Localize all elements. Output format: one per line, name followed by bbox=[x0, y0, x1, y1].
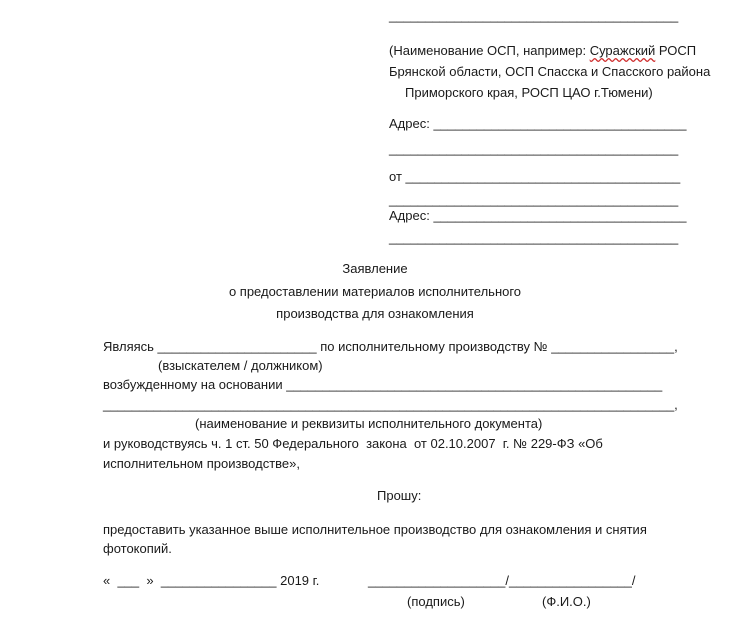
signature-label: (подпись) bbox=[407, 594, 465, 609]
request-text-line2: фотокопий. bbox=[103, 541, 172, 556]
body-line-basis: возбужденному на основании ____________________________________________________ bbox=[103, 377, 663, 392]
osp-name-line2: Брянской области, ОСП Спасска и Спасского района bbox=[389, 64, 711, 79]
body-line-law-cont: исполнительном производстве», bbox=[103, 456, 300, 471]
body-hint-document: (наименование и реквизиты исполнительного документа) bbox=[195, 416, 543, 431]
document-title: Заявление bbox=[342, 261, 408, 276]
signature-line: ___________________/_________________/ bbox=[368, 573, 636, 588]
name-label: (Ф.И.О.) bbox=[542, 594, 591, 609]
body-line-law: и руководствуясь ч. 1 ст. 50 Федерального закона от 02.10.2007 г. № 229-ФЗ «Об bbox=[103, 436, 603, 451]
request-text-line1: предоставить указанное выше исполнительное производство для ознакомления и снятия bbox=[103, 522, 647, 537]
request-heading: Прошу: bbox=[377, 488, 422, 503]
body-line-being: Являясь ______________________ по исполнительному производству № _________________, bbox=[103, 339, 678, 354]
body-hint-party: (взыскателем / должником) bbox=[158, 358, 323, 373]
document-subtitle-line1: о предоставлении материалов исполнительного bbox=[228, 284, 522, 299]
address-continuation: ________________________________________ bbox=[389, 141, 679, 156]
osp-line1-wavy: Суражский bbox=[589, 43, 656, 58]
osp-name-line1 bbox=[389, 43, 696, 59]
header-top-line: ________________________________________ bbox=[389, 8, 679, 23]
osp-line1-prefix: (Наименование ОСП, например: bbox=[389, 43, 590, 58]
document-subtitle-line2: производства для ознакомления bbox=[276, 306, 474, 321]
address2-continuation: ________________________________________ bbox=[389, 230, 679, 245]
body-line-blank: _______________________________________________________________________________, bbox=[103, 397, 678, 412]
osp-line1-suffix: РОСП bbox=[655, 43, 697, 58]
address-line: Адрес: ___________________________________ bbox=[389, 116, 687, 131]
from-continuation: ________________________________________ bbox=[389, 192, 679, 207]
from-line: от ______________________________________ bbox=[389, 169, 681, 184]
address2-line: Адрес: ___________________________________ bbox=[389, 208, 687, 223]
date-line: « ___ » ________________ 2019 г. bbox=[103, 573, 320, 588]
osp-name-line3: Приморского края, РОСП ЦАО г.Тюмени) bbox=[405, 85, 653, 100]
